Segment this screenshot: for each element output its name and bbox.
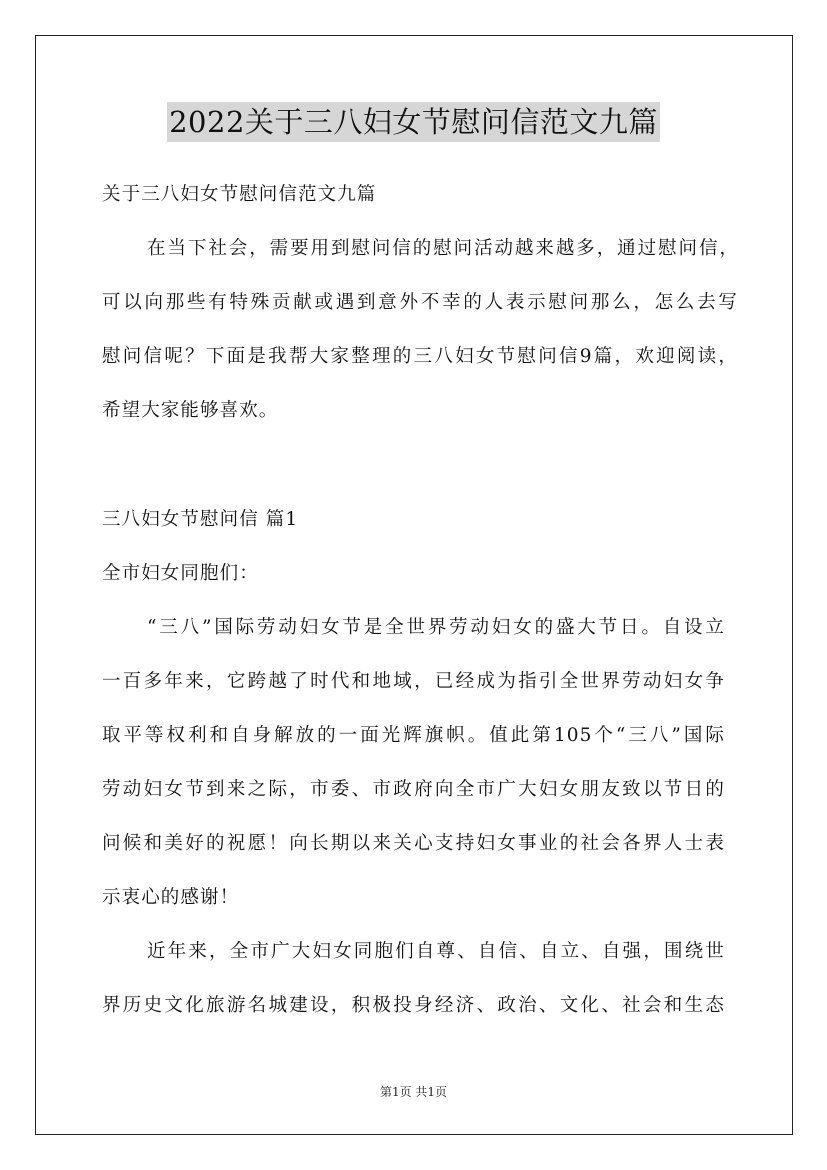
document-title: 2022关于三八妇女节慰问信范文九篇 [167, 102, 660, 142]
intro-line: 在当下社会，需要用到慰问信的慰问活动越来越多，通过慰问信， [147, 238, 739, 259]
intro-line: 可以向那些有特殊贡献或遇到意外不幸的人表示慰问那么，怎么去写 [102, 292, 738, 313]
page-number: 第1页 共1页 [379, 1085, 448, 1099]
intro-line: 希望大家能够喜欢。 [102, 400, 279, 421]
paragraph-line: 取平等权利和自身解放的一面光辉旗帜。值此第105个“三八”国际 [102, 725, 725, 746]
title-area [0, 102, 827, 142]
salutation: 全市妇女同胞们： [102, 563, 259, 584]
section-heading: 三八妇女节慰问信 篇1 [102, 509, 299, 530]
paragraph-line: 一百多年来，它跨越了时代和地域，已经成为指引全世界劳动妇女争 [102, 671, 725, 692]
paragraph-line: 界历史文化旅游名城建设，积极投身经济、政治、文化、社会和生态 [102, 995, 725, 1016]
paragraph-line: “三八”国际劳动妇女节是全世界劳动妇女的盛大节日。自设立 [147, 617, 725, 638]
paragraph-line: 问候和美好的祝愿！向长期以来关心支持妇女事业的社会各界人士表 [102, 833, 725, 854]
intro-line: 慰问信呢？下面是我帮大家整理的三八妇女节慰问信9篇，欢迎阅读， [102, 346, 738, 367]
paragraph-line: 示衷心的感谢！ [102, 887, 240, 908]
subtitle: 关于三八妇女节慰问信范文九篇 [102, 184, 377, 205]
paragraph-line: 劳动妇女节到来之际，市委、市政府向全市广大妇女朋友致以节日的 [102, 779, 725, 800]
paragraph-line: 近年来，全市广大妇女同胞们自尊、自信、自立、自强，围绕世 [147, 941, 725, 962]
